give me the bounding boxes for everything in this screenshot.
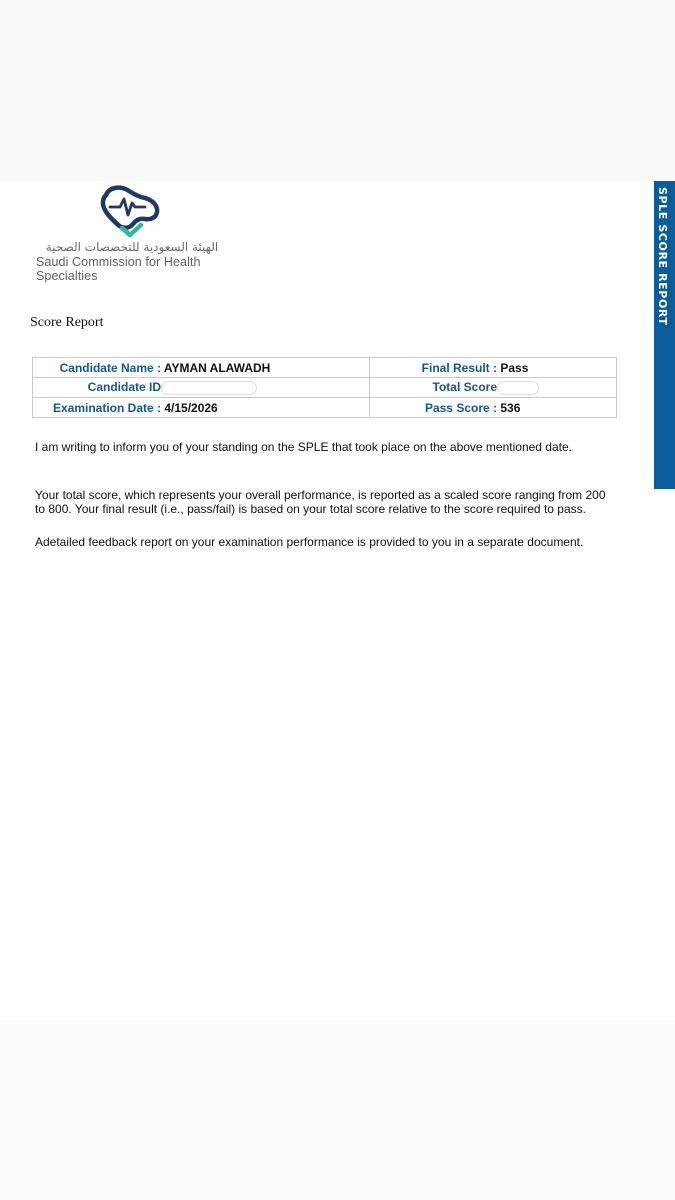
total-score-label: Total Score (432, 380, 497, 395)
table-cell (33, 398, 370, 418)
top-margin (0, 0, 675, 181)
feedback-paragraph: Adetailed feedback report on your examination performance is provided to you in a separate document. (35, 535, 584, 549)
side-tab-label: SPLE SCORE REPORT (656, 187, 669, 326)
table-cell (370, 398, 617, 418)
table-cell (370, 378, 617, 398)
pass-score-value: 536 (500, 400, 521, 415)
document-page (0, 181, 675, 1020)
redacted-total-score (497, 381, 539, 395)
candidate-name-label: Candidate Name : (59, 360, 161, 375)
intro-paragraph: I am writing to inform you of your standing on the SPLE that took place on the above mentioned date. (35, 440, 572, 454)
pass-score-label: Pass Score : (424, 400, 497, 415)
table-cell (370, 358, 617, 378)
logo-mark-icon (100, 184, 166, 240)
redacted-candidate-id (161, 381, 257, 395)
bottom-margin (0, 1020, 675, 1200)
table-cell (33, 378, 370, 398)
report-title: Score Report (30, 315, 104, 330)
table-cell (33, 358, 370, 378)
logo-arabic-text: الهيئة السعودية للتخصصات الصحية (45, 240, 219, 254)
candidate-id-label: Candidate ID (87, 380, 161, 395)
table-row (33, 398, 617, 418)
score-explanation-paragraph: Your total score, which represents your overall performance, is reported as a scaled score ranging from 200 to 800. Your final result (i.e., pass/fail) is based on your total score relative to the score required to pass. (35, 488, 606, 516)
exam-date-value: 4/15/2026 (164, 400, 218, 415)
candidate-name-value: AYMAN ALAWADH (163, 360, 271, 375)
final-result-label: Final Result : (421, 360, 497, 375)
candidate-info-table (32, 357, 617, 418)
side-tab (654, 181, 675, 489)
logo-english-text: Saudi Commission for Health Specialties (36, 255, 201, 283)
scfhs-logo (36, 184, 236, 283)
exam-date-label: Examination Date : (52, 400, 161, 415)
table-row (33, 378, 617, 398)
final-result-value: Pass (500, 360, 529, 375)
table-row (33, 358, 617, 378)
